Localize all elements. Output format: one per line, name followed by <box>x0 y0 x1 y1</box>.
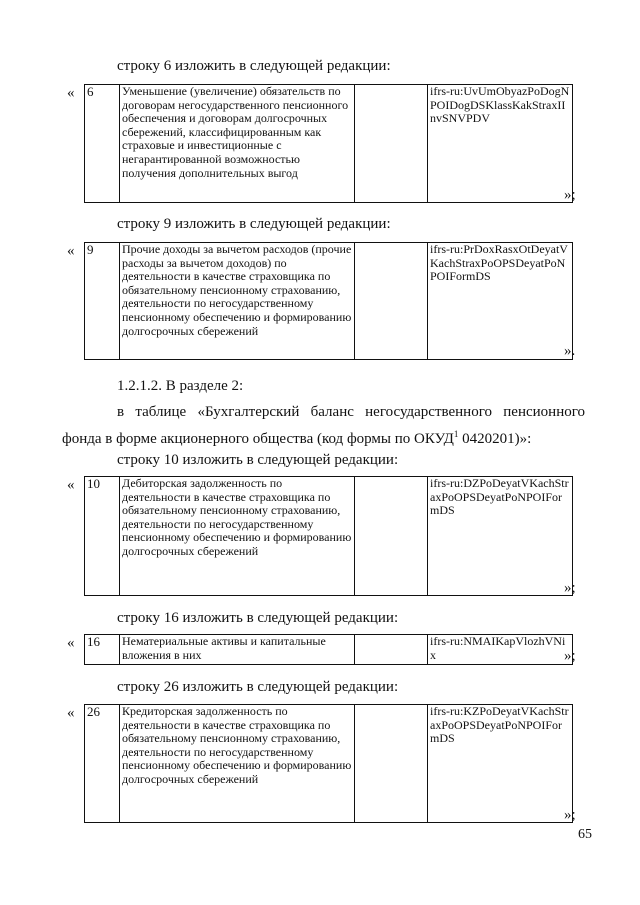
heading-row-26: строку 26 изложить в следующей редакции: <box>117 679 399 695</box>
row-blank-cell <box>355 243 428 360</box>
close-quote: »; <box>564 807 576 823</box>
table-intro-code: 0420201)»: <box>458 431 532 447</box>
row-9-table <box>84 242 576 360</box>
heading-row-16: строку 16 изложить в следующей редакции: <box>117 610 399 626</box>
row-description: Прочие доходы за вычетом расходов (прочие расходы за вычетом доходов) по деятельности в качестве страховщика по обязательному пенсионному страхованию, деятельности по негосударственному пенсионному обеспечению и формированию долгосрочных сбережений <box>120 243 355 360</box>
row-description: Кредиторская задолженность по деятельности в качестве страховщика по обязательному пенсионному страхованию, деятельности по негосударственному пенсионному обеспечению и формированию долгосрочных сбережений <box>120 705 355 823</box>
heading-row-10: строку 10 изложить в следующей редакции: <box>117 452 399 468</box>
open-quote: « <box>67 705 75 721</box>
row-26-table <box>84 704 573 823</box>
open-quote: « <box>67 477 75 493</box>
row-blank-cell <box>355 705 428 823</box>
heading-row-9: строку 9 изложить в следующей редакции: <box>117 216 391 232</box>
row-taxonomy-code: ifrs-ru:UvUmObyazPoDogNPOIDogDSKlassKakStraxIInvSNVPDV <box>428 85 573 203</box>
row-number: 16 <box>85 635 120 665</box>
table-intro-line-2 <box>62 430 531 448</box>
row-taxonomy-code: ifrs-ru:PrDoxRasxOtDeyatVKachStraxPoOPSDeyatPoNPOIFormDS <box>428 243 573 360</box>
close-quote: »; <box>564 580 576 596</box>
row-blank-cell <box>355 85 428 203</box>
heading-row-6: строку 6 изложить в следующей редакции: <box>117 58 391 74</box>
row-blank-cell <box>355 635 428 665</box>
close-quote: ». <box>564 343 576 359</box>
row-number: 26 <box>85 705 120 823</box>
row-taxonomy-code: ifrs-ru:NMAIKapVlozhVNix <box>428 635 573 665</box>
row-6-table <box>84 84 573 203</box>
table-intro-text: фонда в форме акционерного общества (код формы по ОКУД <box>62 431 454 447</box>
row-number: 6 <box>85 85 120 203</box>
open-quote: « <box>67 635 75 651</box>
row-description: Уменьшение (увеличение) обязательств по договорам негосударственного пенсионного обеспечения и договорам долгосрочных сбережений, классифицированным как страховые и инвестиционные с негарантированной возможностью получения дополнительных выгод <box>120 85 355 203</box>
section-heading: 1.2.1.2. В разделе 2: <box>117 378 244 394</box>
open-quote: « <box>67 243 75 259</box>
row-number: 10 <box>85 477 120 596</box>
row-number: 9 <box>85 243 120 360</box>
row-description: Нематериальные активы и капитальные вложения в них <box>120 635 355 665</box>
open-quote: « <box>67 85 75 101</box>
row-taxonomy-code: ifrs-ru:DZPoDeyatVKachStraxPoOPSDeyatPoNPOIFormDS <box>428 477 573 596</box>
row-taxonomy-code: ifrs-ru:KZPoDeyatVKachStraxPoOPSDeyatPoNPOIFormDS <box>428 705 573 823</box>
page-number: 65 <box>578 827 592 842</box>
row-16-table <box>84 634 573 665</box>
footnote-marker: 1 <box>453 429 459 439</box>
row-blank-cell <box>355 477 428 596</box>
close-quote: »; <box>564 187 576 203</box>
row-10-table <box>84 476 573 596</box>
table-intro-line-1: в таблице «Бухгалтерский баланс негосударственного пенсионного <box>117 404 585 420</box>
close-quote: »; <box>564 648 576 664</box>
row-description: Дебиторская задолженность по деятельности в качестве страховщика по обязательному пенсионному страхованию, деятельности по негосударственному пенсионному обеспечению и формированию долгосрочных сбережений <box>120 477 355 596</box>
